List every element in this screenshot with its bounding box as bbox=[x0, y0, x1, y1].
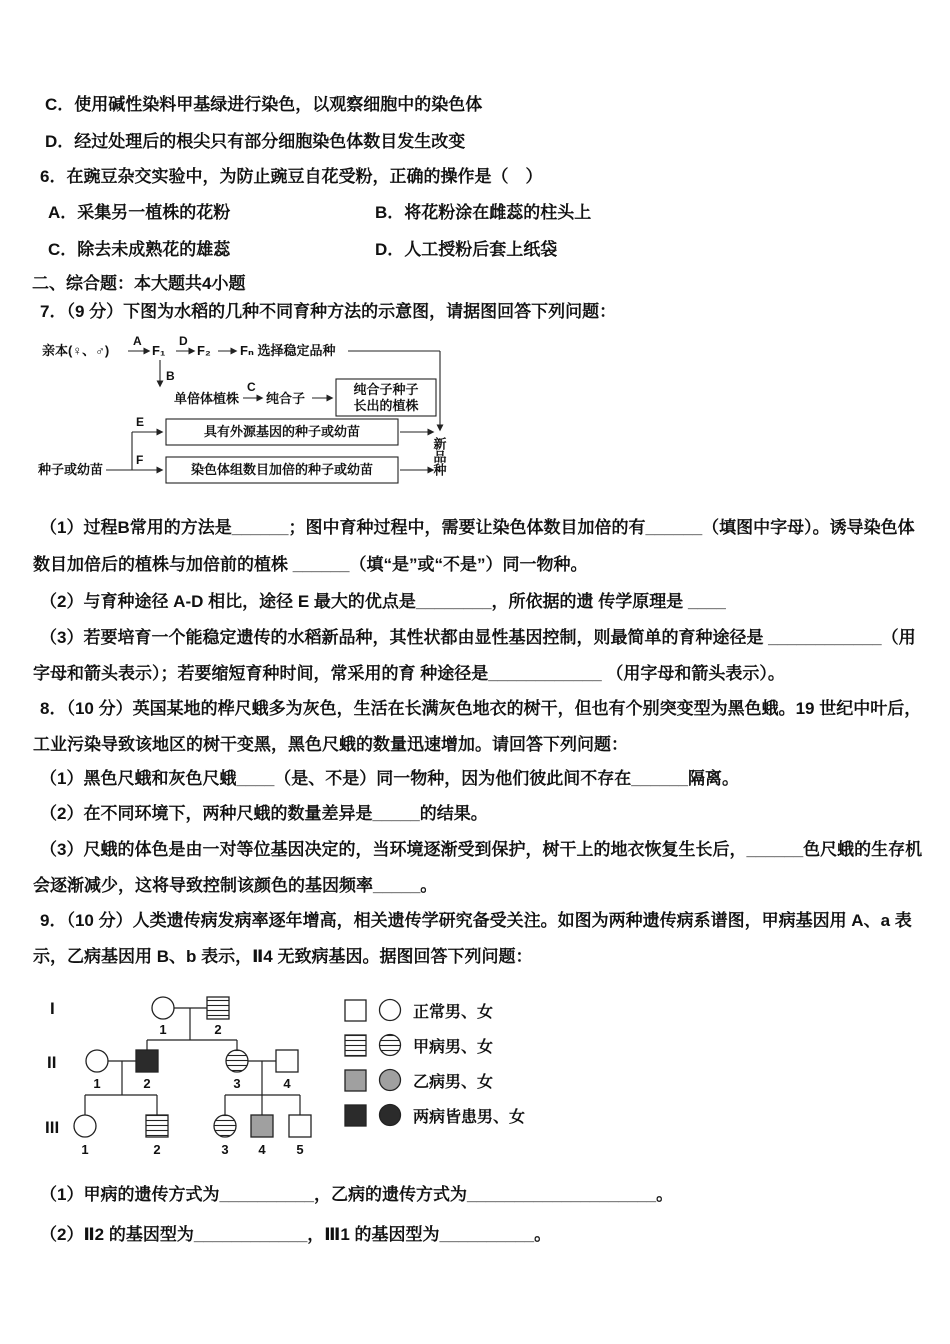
q6-option-a: A．采集另一植株的花粉 bbox=[48, 203, 231, 222]
disease-b-female-icon bbox=[380, 1070, 401, 1091]
q9-part2: （2）Ⅱ2 的基因型为____________，Ⅲ1 的基因型为__________。 bbox=[40, 1225, 552, 1244]
homozygote-label: 纯合子 bbox=[266, 391, 306, 406]
person-I-1 bbox=[152, 997, 174, 1019]
f1-label: F₁ bbox=[152, 343, 166, 358]
homozygote-box-line1: 纯合子种子 bbox=[353, 382, 419, 397]
q5-option-c: C．使用碱性染料甲基绿进行染色，以观察细胞中的染色体 bbox=[45, 95, 483, 114]
arrow-e-label: E bbox=[136, 415, 145, 429]
fn-label: Fₙ 选择稳定品种 bbox=[240, 343, 336, 358]
number-I-1: 1 bbox=[159, 1022, 167, 1037]
q7-stem: 7．（9 分）下图为水稻的几种不同育种方法的示意图，请据图回答下列问题： bbox=[40, 302, 617, 321]
disease-a-female-icon bbox=[380, 1035, 401, 1056]
disease-b-male-icon bbox=[345, 1070, 366, 1091]
q8-stem-line1: 8．（10 分）英国某地的桦尺蛾多为灰色，生活在长满灰色地衣的树干，但也有个别突变型为黑色蛾。19 世纪中叶后， bbox=[40, 699, 922, 718]
legend-disease-a-label: 甲病男、女 bbox=[413, 1039, 494, 1056]
breeding-diagram bbox=[36, 333, 466, 498]
number-II-1: 1 bbox=[93, 1076, 101, 1091]
person-III-4 bbox=[251, 1115, 273, 1137]
gen-label-2: II bbox=[47, 1053, 57, 1072]
new-variety-label: 新品种 bbox=[431, 437, 447, 476]
section2-header: 二、综合题：本大题共4小题 bbox=[32, 274, 246, 293]
number-III-3: 3 bbox=[221, 1142, 229, 1157]
both-diseases-female-icon bbox=[380, 1105, 401, 1126]
number-III-5: 5 bbox=[296, 1142, 304, 1157]
legend-row-disease-b bbox=[345, 1070, 493, 1092]
legend-both-diseases-label: 两病皆患男、女 bbox=[413, 1109, 526, 1126]
person-III-3 bbox=[214, 1115, 236, 1137]
pedigree-persons bbox=[74, 997, 311, 1137]
pedigree-legend bbox=[345, 1000, 525, 1127]
pedigree-connectors bbox=[85, 1008, 300, 1115]
q7-part2: （2）与育种途径 A-D 相比，途径 E 最大的优点是________，所依据的遗 传学原理是 ____ bbox=[40, 592, 726, 611]
normal-female-icon bbox=[380, 1000, 401, 1021]
number-II-4: 4 bbox=[283, 1076, 291, 1091]
f2-label: F₂ bbox=[197, 343, 211, 358]
normal-male-icon bbox=[345, 1000, 366, 1021]
person-II-1 bbox=[86, 1050, 108, 1072]
gen-label-1: I bbox=[50, 999, 55, 1018]
legend-row-disease-a bbox=[345, 1035, 493, 1057]
q6-option-b: B．将花粉涂在雌蕊的柱头上 bbox=[375, 203, 592, 222]
gen-label-3: III bbox=[45, 1118, 60, 1137]
q8-part3-line1: （3）尺蛾的体色是由一对等位基因决定的，当环境逐渐受到保护，树干上的地衣恢复生长后，______色尺蛾的生存机 bbox=[40, 840, 923, 859]
arrow-c-label: C bbox=[247, 380, 256, 394]
arrow-f-label: F bbox=[136, 453, 144, 467]
person-III-2 bbox=[146, 1115, 168, 1137]
arrow-d-label: D bbox=[179, 334, 188, 348]
legend-disease-b-label: 乙病男、女 bbox=[413, 1074, 494, 1091]
seed-label: 种子或幼苗 bbox=[38, 462, 104, 477]
number-III-4: 4 bbox=[258, 1142, 266, 1157]
q8-part2: （2）在不同环境下，两种尺蛾的数量差异是_____的结果。 bbox=[40, 804, 488, 823]
monoploid-label: 单倍体植株 bbox=[174, 391, 240, 406]
disease-a-male-icon bbox=[345, 1035, 366, 1056]
person-III-1 bbox=[74, 1115, 96, 1137]
q7-part1-line1: （1）过程B常用的方法是______；图中育种过程中，需要让染色体数目加倍的有______（填图中字母）。诱导染色体 bbox=[40, 518, 915, 537]
number-I-2: 2 bbox=[214, 1022, 222, 1037]
q8-part1: （1）黑色尺蛾和灰色尺蛾____（是、不是）同一物种，因为他们彼此间不存在______隔离。 bbox=[40, 769, 739, 788]
q7-part3-line2: 字母和箭头表示）；若要缩短育种时间，常采用的育 种途径是____________ （用字母和箭头表示）。 bbox=[33, 664, 785, 683]
legend-normal-label: 正常男、女 bbox=[413, 1004, 494, 1021]
both-diseases-male-icon bbox=[345, 1105, 366, 1126]
q7-part3-line1: （3）若要培育一个能稳定遗传的水稻新品种，其性状都由显性基因控制，则最简单的育种途径是 ____________（用 bbox=[40, 628, 916, 647]
legend-row-normal bbox=[345, 1000, 493, 1022]
arrow-a-label: A bbox=[133, 334, 142, 348]
person-II-3 bbox=[226, 1050, 248, 1072]
q7-part1-line2: 数目加倍后的植株与加倍前的植株 ______（填“是”或“不是”）同一物种。 bbox=[33, 555, 588, 574]
parent-label: 亲本(♀、♂) bbox=[42, 343, 110, 358]
q8-part3-line2: 会逐渐减少，这将导致控制该颜色的基因频率_____。 bbox=[33, 876, 438, 895]
q8-stem-line2: 工业污染导致该地区的树干变黑，黑色尺蛾的数量迅速增加。请回答下列问题： bbox=[33, 735, 628, 754]
q9-stem-line2: 示，乙病基因用 B、b 表示，Ⅱ4 无致病基因。据图回答下列问题： bbox=[33, 947, 533, 966]
person-III-5 bbox=[289, 1115, 311, 1137]
person-II-4 bbox=[276, 1050, 298, 1072]
person-I-2 bbox=[207, 997, 229, 1019]
q6-stem: 6．在豌豆杂交实验中，为防止豌豆自花受粉，正确的操作是（ ） bbox=[40, 167, 543, 186]
pedigree-chart bbox=[40, 988, 680, 1178]
q6-option-d: D．人工授粉后套上纸袋 bbox=[375, 240, 558, 259]
person-II-2 bbox=[136, 1050, 158, 1072]
legend-row-both-diseases bbox=[345, 1105, 525, 1127]
polyploid-box-label: 染色体组数目加倍的种子或幼苗 bbox=[190, 462, 374, 477]
q9-part1: （1）甲病的遗传方式为__________，乙病的遗传方式为____________________。 bbox=[40, 1185, 674, 1204]
q9-stem-line1: 9．（10 分）人类遗传病发病率逐年增高，相关遗传学研究备受关注。如图为两种遗传病系谱图，甲病基因用 A、a 表 bbox=[40, 911, 912, 930]
number-II-3: 3 bbox=[233, 1076, 241, 1091]
transgenic-box-label: 具有外源基因的种子或幼苗 bbox=[203, 424, 361, 439]
q6-option-c: C．除去未成熟花的雄蕊 bbox=[48, 240, 231, 259]
number-III-2: 2 bbox=[153, 1142, 161, 1157]
number-III-1: 1 bbox=[81, 1142, 89, 1157]
arrow-b-label: B bbox=[166, 369, 175, 383]
number-II-2: 2 bbox=[143, 1076, 151, 1091]
q5-option-d: D．经过处理后的根尖只有部分细胞染色体数目发生改变 bbox=[45, 132, 466, 151]
homozygote-box-line2: 长出的植株 bbox=[353, 398, 419, 413]
